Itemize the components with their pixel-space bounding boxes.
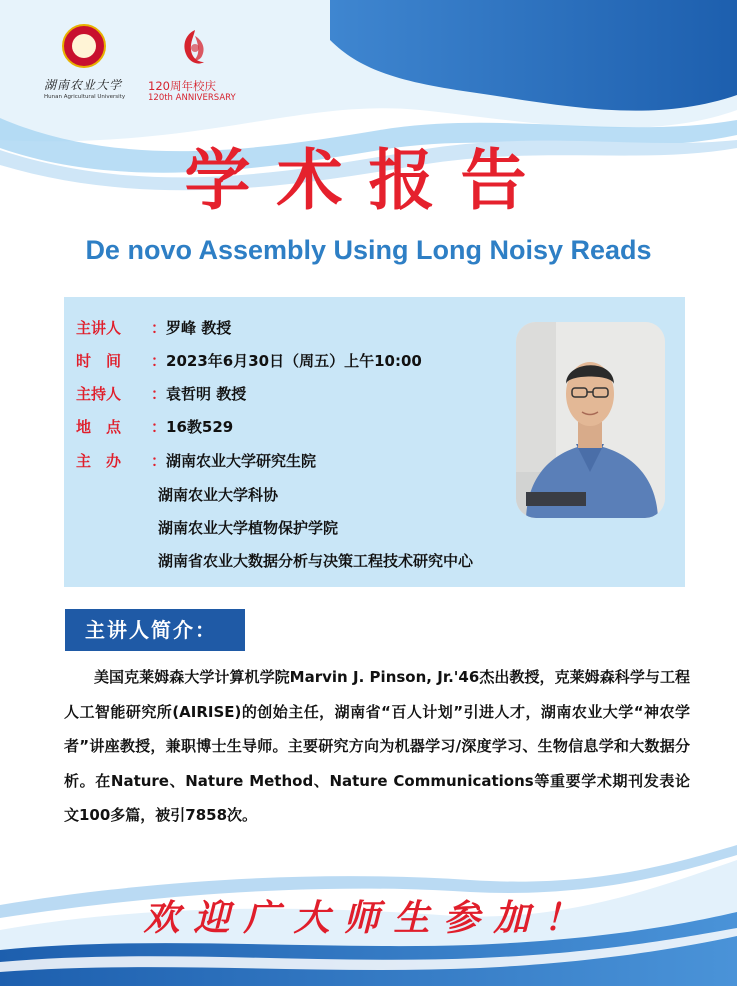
time-value: 2023年6月30日（周五）上午10:00 bbox=[166, 352, 422, 370]
university-name-en: Hunan Agricultural University bbox=[44, 94, 126, 100]
time-row: 时 间 ：2023年6月30日（周五）上午10:00 bbox=[76, 352, 422, 370]
speaker-portrait-illustration bbox=[516, 322, 665, 518]
organizer-item: 湖南农业大学植物保护学院 bbox=[158, 519, 339, 537]
speaker-photo bbox=[516, 322, 665, 518]
anniversary-logo-icon bbox=[178, 28, 212, 68]
organizer-row: 主 办 ：湖南农业大学研究生院 bbox=[76, 452, 317, 470]
logo-area bbox=[40, 24, 280, 104]
report-subtitle: De novo Assembly Using Long Noisy Reads bbox=[85, 235, 652, 265]
time-label: 时 间 bbox=[76, 352, 122, 370]
host-label: 主持人 bbox=[76, 385, 122, 403]
organizer-item: 湖南农业大学科协 bbox=[158, 486, 279, 504]
host-row: 主持人 ：袁哲明 教授 bbox=[76, 385, 247, 403]
location-label: 地 点 bbox=[76, 418, 122, 436]
speaker-value: 罗峰 教授 bbox=[166, 319, 232, 337]
info-box bbox=[64, 297, 685, 587]
organizer-label: 主 办 bbox=[76, 452, 122, 470]
location-row: 地 点 ：16教529 bbox=[76, 418, 234, 436]
host-value: 袁哲明 教授 bbox=[166, 385, 247, 403]
welcome-text: 欢迎广大师生参加！ bbox=[143, 897, 594, 939]
university-logo bbox=[62, 24, 106, 68]
anniversary-text-en: 120th ANNIVERSARY bbox=[148, 93, 236, 103]
main-title: 学术报告 bbox=[184, 141, 553, 219]
location-value: 16教529 bbox=[166, 418, 234, 436]
intro-text: 美国克莱姆森大学计算机学院Marvin J. Pinson, Jr.'46杰出教授，克莱姆森科学与工程人工智能研究所(AIRISE)的创始主任，湖南省“百人计划”引进人才，湖南农业大学“神农学者”讲座教授，兼职博士生导师。主要研究方向为机器学习/深度学习、生物信息学和大数据分析。在Nature、Nature Method、Nature Communications等重要学术期刊发表论文100多篇，被引7858次。 bbox=[64, 668, 690, 824]
intro-heading: 主讲人简介： bbox=[65, 609, 245, 651]
anniversary-text-cn: 120周年校庆 bbox=[148, 79, 216, 93]
university-name-cn: 湖南农业大学 bbox=[44, 78, 123, 92]
speaker-label: 主讲人 bbox=[76, 319, 122, 337]
organizer-item: 湖南省农业大数据分析与决策工程技术研究中心 bbox=[158, 552, 474, 570]
organizer-value: 湖南农业大学研究生院 bbox=[166, 452, 317, 470]
speaker-row: 主讲人 ：罗峰 教授 bbox=[76, 319, 232, 337]
